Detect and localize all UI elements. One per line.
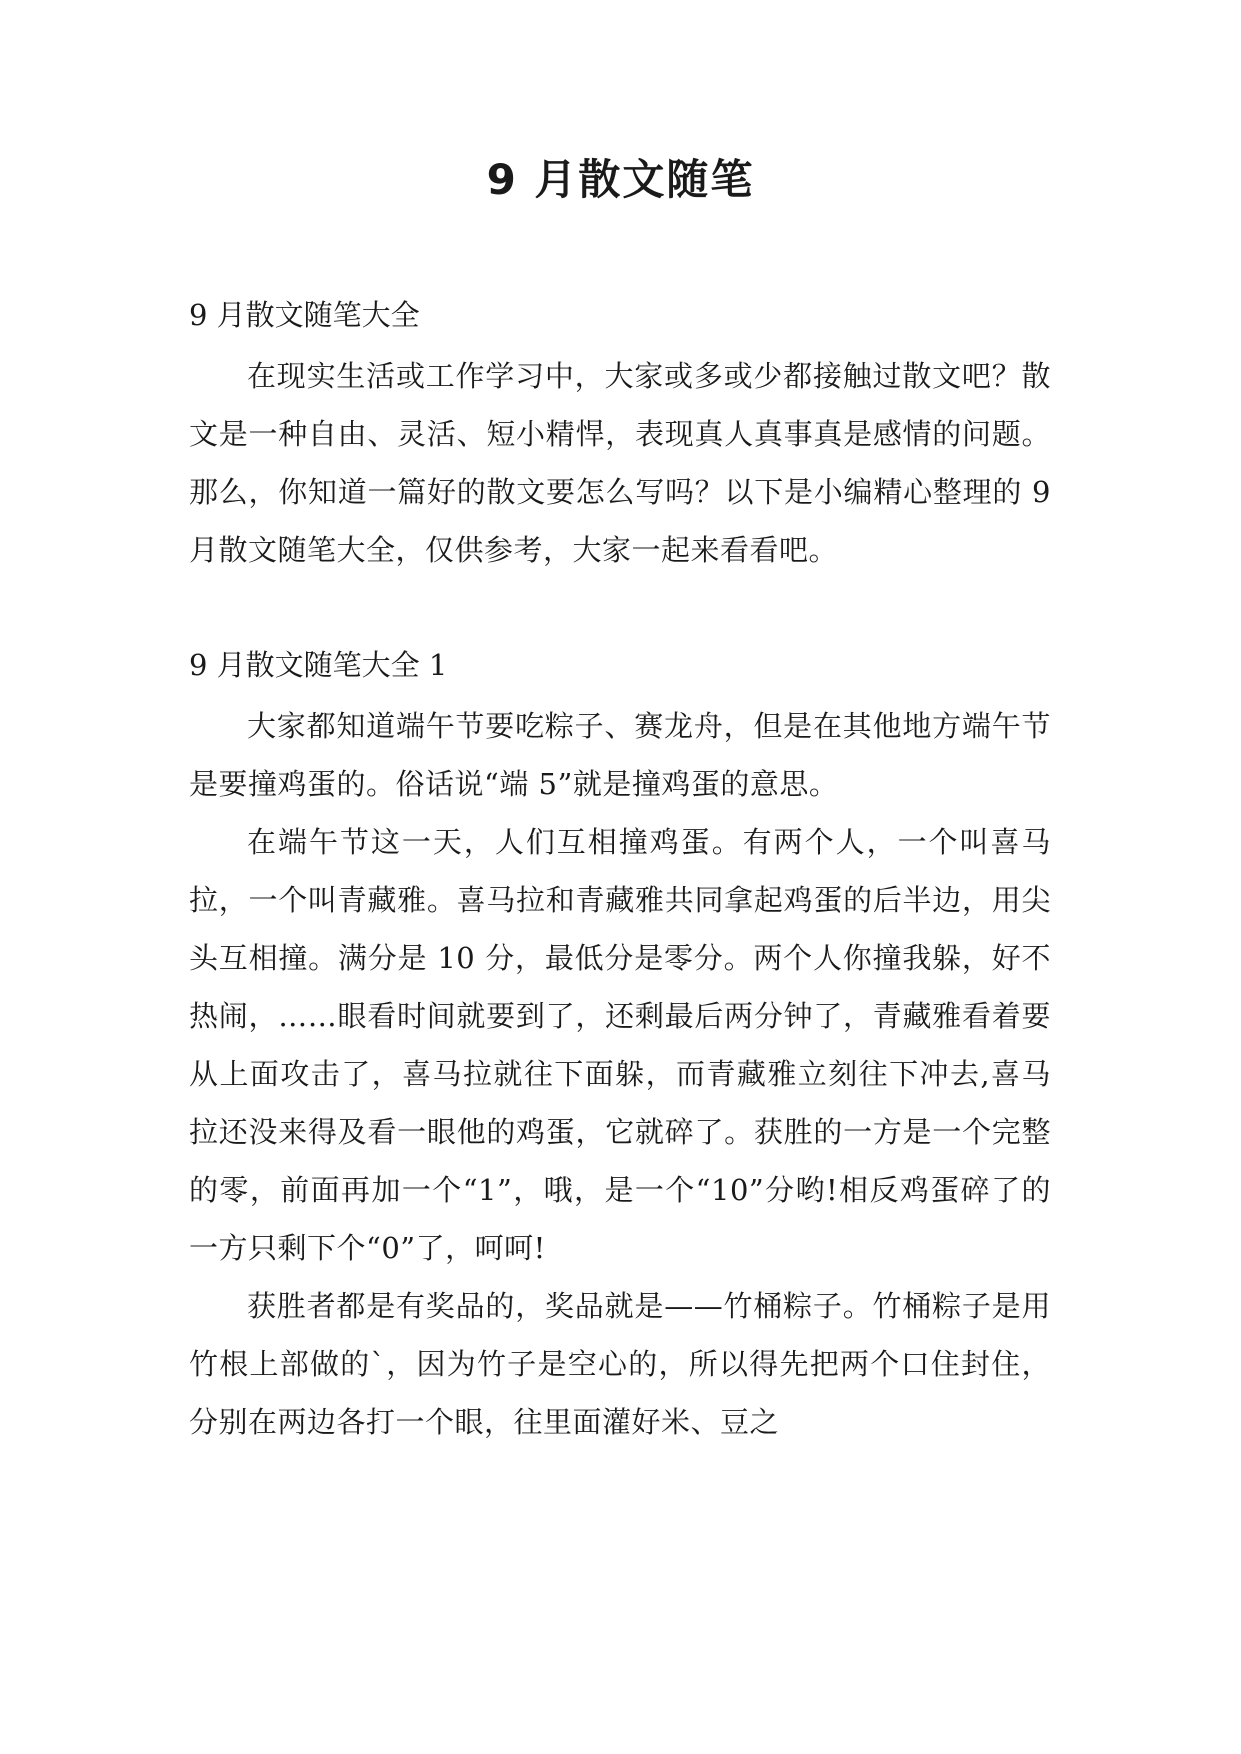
intro-heading: 9 月散文随笔大全 xyxy=(189,298,420,332)
section-paragraph: 获胜者都是有奖品的，奖品就是——竹桶粽子。竹桶粽子是用竹根上部做的`，因为竹子是空心的，所以得先把两个口住封住，分别在两边各打一个眼，往里面灌好米、豆之 xyxy=(189,1289,1051,1439)
section-paragraph: 大家都知道端午节要吃粽子、赛龙舟，但是在其他地方端午节是要撞鸡蛋的。俗话说“端 5”就是撞鸡蛋的意思。 xyxy=(189,709,1051,801)
intro-paragraph: 在现实生活或工作学习中，大家或多或少都接触过散文吧？散文是一种自由、灵活、短小精悍，表现真人真事真是感情的问题。那么，你知道一篇好的散文要怎么写吗？以下是小编精心整理的 9 月散文随笔大全，仅供参考，大家一起来看看吧。 xyxy=(189,359,1051,567)
section-paragraph: 在端午节这一天，人们互相撞鸡蛋。有两个人，一个叫喜马拉，一个叫青藏雅。喜马拉和青藏雅共同拿起鸡蛋的后半边，用尖头互相撞。满分是 10 分，最低分是零分。两个人你撞我躲，好不热闹，……眼看时间就要到了，还剩最后两分钟了，青藏雅看着要从上面攻击了，喜马拉就往下面躲，而青藏雅立刻往下冲去,喜马拉还没来得及看一眼他的鸡蛋，它就碎了。获胜的一方是一个完整的零，前面再加一个“1”，哦，是一个“10”分哟!相反鸡蛋碎了的一方只剩下个“0”了，呵呵! xyxy=(189,825,1051,1265)
document-title: 9 月散文随笔 xyxy=(486,155,755,204)
document-body xyxy=(189,287,1051,1451)
section-heading: 9 月散文随笔大全 1 xyxy=(189,648,448,682)
